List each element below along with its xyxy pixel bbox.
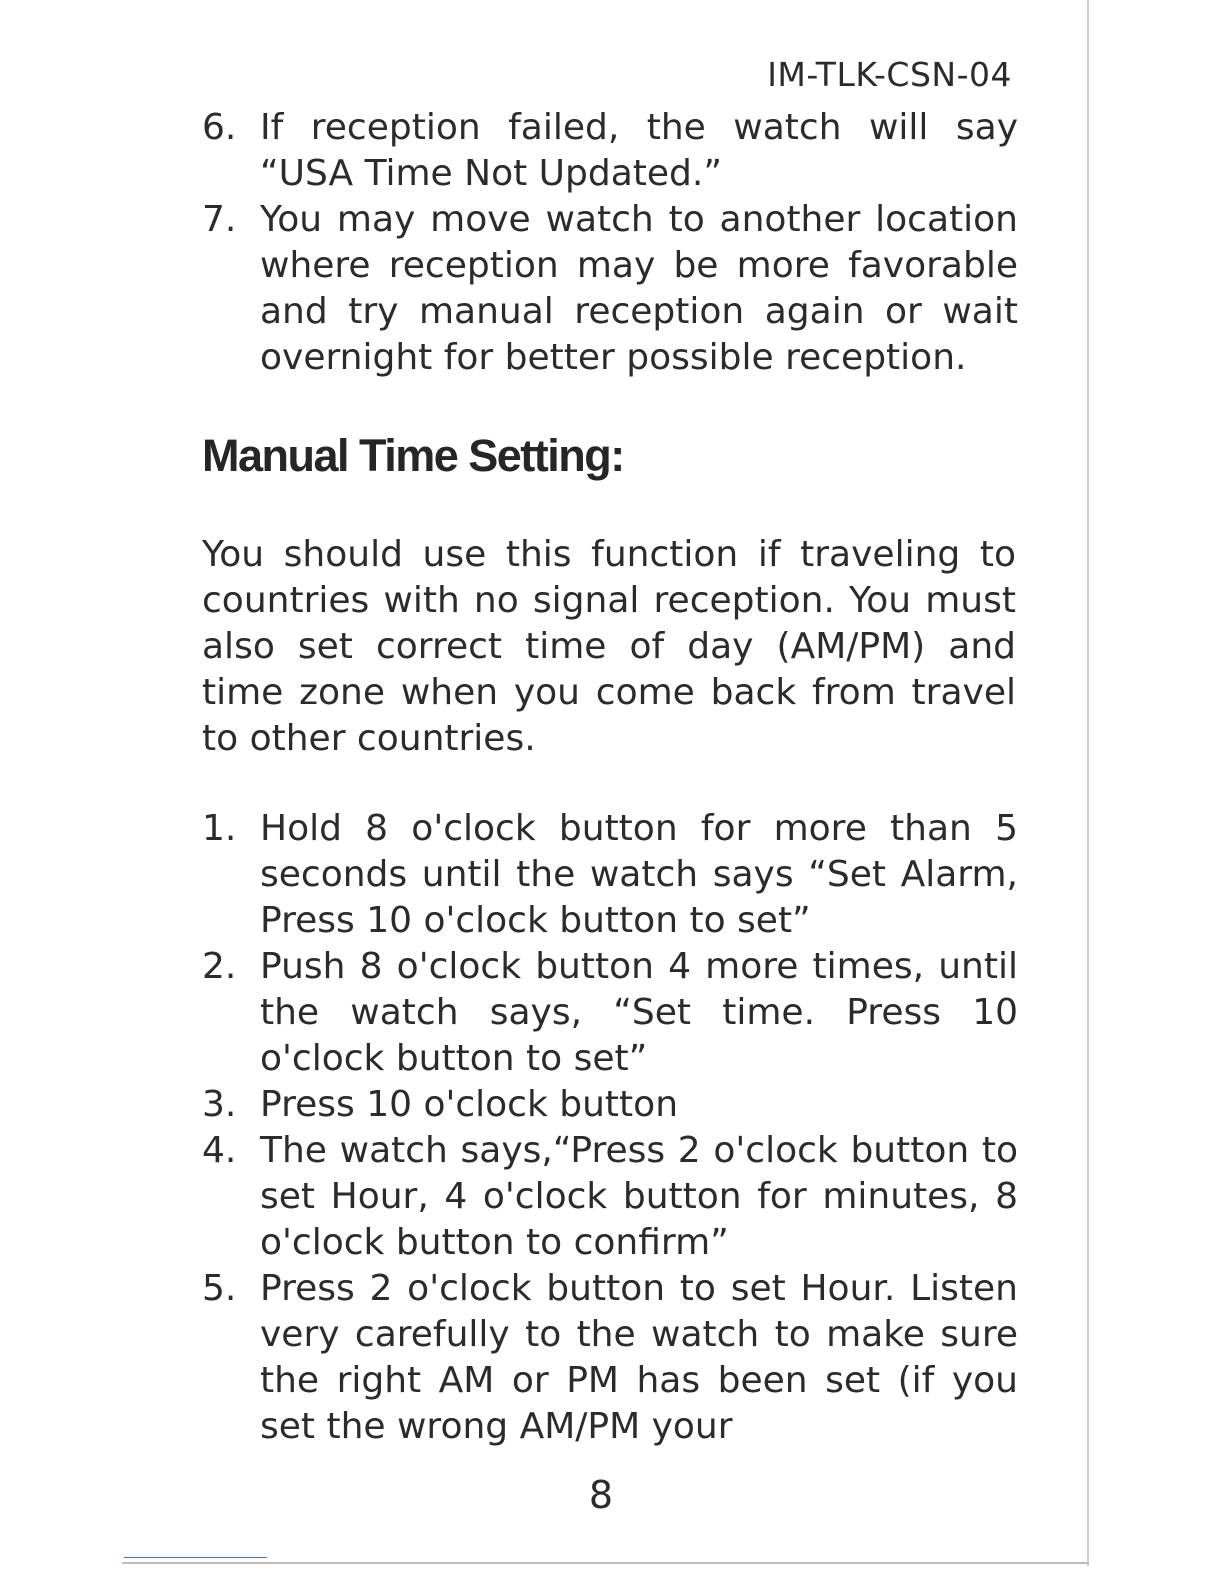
- list-item-number: 2.: [202, 946, 237, 987]
- section-intro-paragraph: You should use this function if traveling to countries with no signal reception. You must also set correct time of day (AM/PM) and time zone when you come back from travel to other countries.: [202, 534, 1016, 759]
- list-item: [202, 806, 1018, 944]
- list-item-text: If reception failed, the watch will say “USA Time Not Updated.”: [260, 107, 1018, 194]
- list-item-number: 6.: [202, 107, 237, 148]
- document-id: IM-TLK-CSN-04: [767, 55, 1012, 94]
- list-item: [202, 105, 1018, 197]
- list-item-number: 3.: [202, 1084, 237, 1125]
- list-item: [202, 1128, 1018, 1266]
- list-item: [202, 197, 1018, 381]
- list-item-text: You may move watch to another location where reception may be more favorable and try manual reception again or wait overnight for better possible reception.: [260, 199, 1018, 378]
- list-item: [202, 944, 1018, 1082]
- manual-time-steps-list: [202, 806, 1018, 1450]
- page-number: 8: [588, 1473, 614, 1517]
- list-item: [202, 1082, 1018, 1128]
- list-item-number: 7.: [202, 199, 237, 240]
- section-heading: Manual Time Setting:: [202, 430, 624, 481]
- list-item-text: Push 8 o'clock button 4 more times, until the watch says, “Set time. Press 10 o'clock button to set”: [260, 946, 1018, 1079]
- list-item-number: 1.: [202, 808, 237, 849]
- page-edge-rule: [1087, 0, 1089, 1566]
- list-item-text: Hold 8 o'clock button for more than 5 seconds until the watch says “Set Alarm, Press 10 o'clock button to set”: [260, 808, 1018, 941]
- reception-steps-list: [202, 105, 1018, 381]
- list-item-text: The watch says,“Press 2 o'clock button to set Hour, 4 o'clock button for minutes, 8 o'clock button to confirm”: [260, 1130, 1018, 1263]
- page-bottom-rule: [122, 1562, 1089, 1564]
- footer-link-underline: [124, 1557, 267, 1558]
- list-item-text: Press 10 o'clock button: [260, 1084, 679, 1125]
- list-item-number: 5.: [202, 1268, 237, 1309]
- list-item-number: 4.: [202, 1130, 237, 1171]
- list-item-text: Press 2 o'clock button to set Hour. Listen very carefully to the watch to make sure the right AM or PM has been set (if you set the wrong AM/PM your: [260, 1268, 1018, 1447]
- list-item: [202, 1266, 1018, 1450]
